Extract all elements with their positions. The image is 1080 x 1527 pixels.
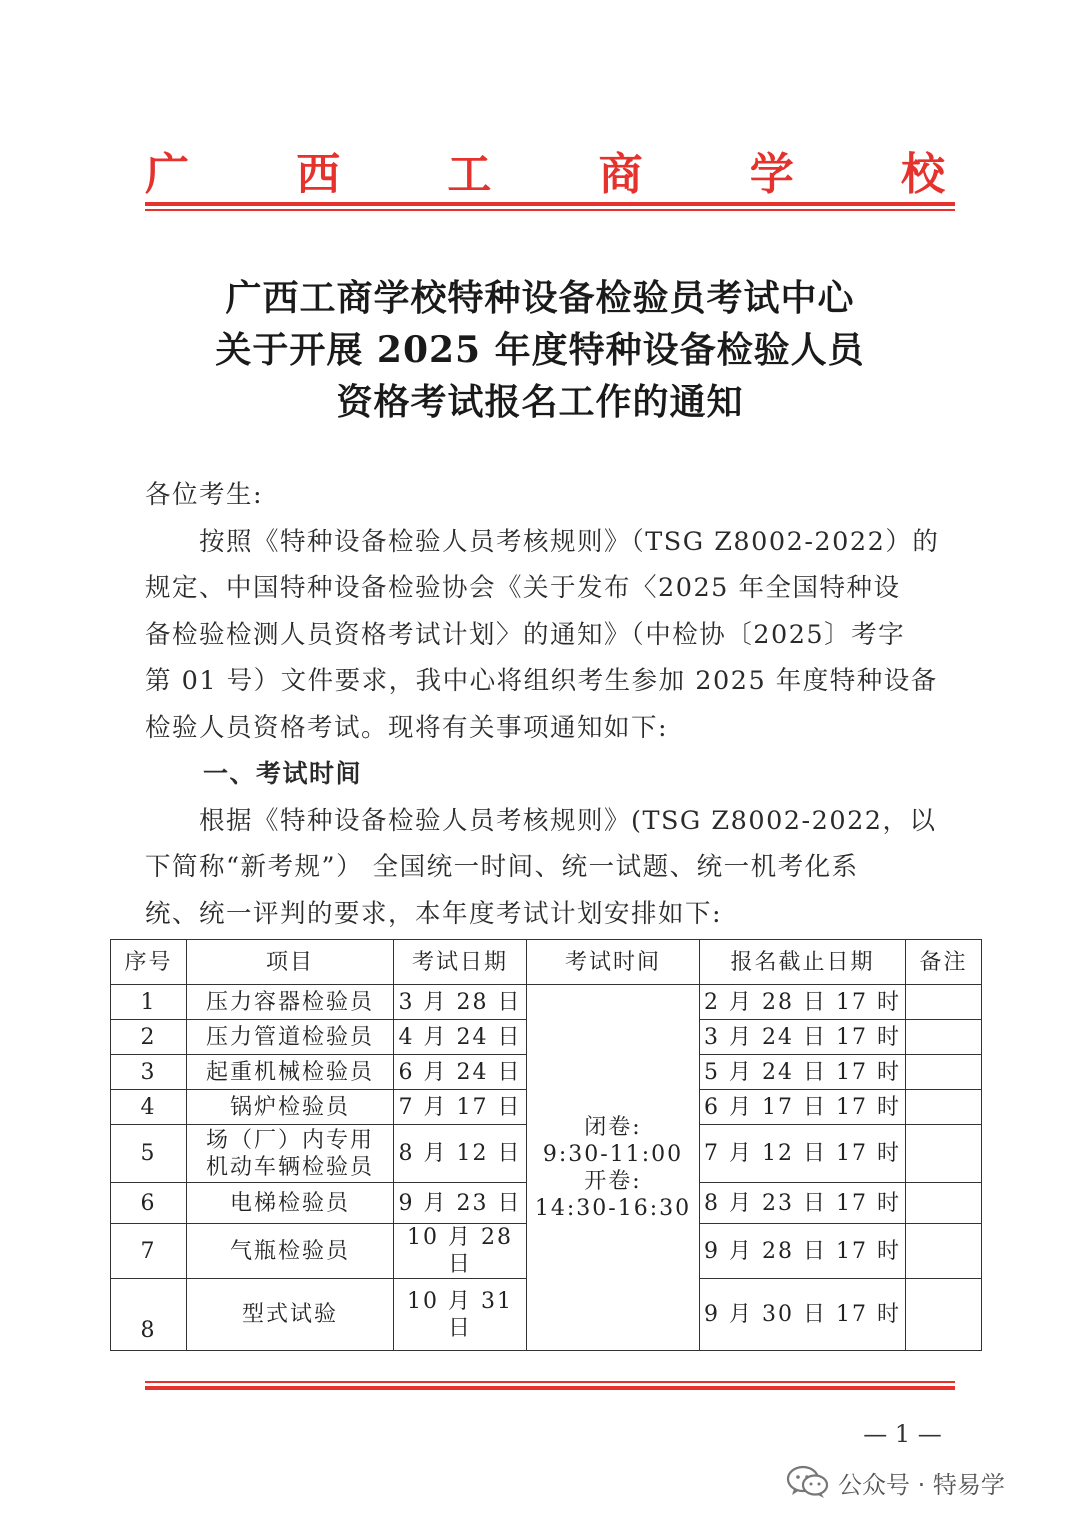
document-title xyxy=(100,272,980,428)
cell-date: 6 月 24 日 xyxy=(394,1055,527,1090)
cell-remark xyxy=(906,1055,982,1090)
cell-seq: 6 xyxy=(111,1183,187,1224)
cell-seq: 2 xyxy=(111,1020,187,1055)
paragraph-line: 第 01 号）文件要求，我中心将组织考生参加 2025 年度特种设备 xyxy=(145,666,938,696)
cell-date: 8 月 12 日 xyxy=(394,1125,527,1183)
header-red-rule-thin xyxy=(145,209,955,211)
letterhead-char: 西 xyxy=(296,149,341,200)
letterhead-char: 学 xyxy=(749,149,794,200)
watermark-text: 公众号 · 特易学 xyxy=(838,1470,1005,1499)
header-time: 考试时间 xyxy=(527,940,700,985)
header-seq: 序号 xyxy=(111,940,187,985)
cell-item: 压力管道检验员 xyxy=(187,1020,394,1055)
cell-remark xyxy=(906,1224,982,1279)
cell-item-line: 场（厂）内专用 xyxy=(205,1127,374,1153)
cell-deadline: 5 月 24 日 17 时 xyxy=(700,1055,906,1090)
cell-deadline: 9 月 30 日 17 时 xyxy=(700,1279,906,1351)
table-header-row xyxy=(111,940,982,985)
cell-date: 4 月 24 日 xyxy=(394,1020,527,1055)
cell-seq: 1 xyxy=(111,985,187,1020)
open-book-label: 开卷: xyxy=(584,1168,642,1194)
cell-deadline: 2 月 28 日 17 时 xyxy=(700,985,906,1020)
paragraph-line: 按照《特种设备检验人员考核规则》（TSG Z8002-2022）的 xyxy=(145,526,940,557)
header-red-rule xyxy=(145,202,955,206)
paragraph-line: 检验人员资格考试。现将有关事项通知如下: xyxy=(145,712,669,743)
wechat-icon xyxy=(786,1465,830,1499)
cell-remark xyxy=(906,1090,982,1125)
cell-date: 9 月 23 日 xyxy=(394,1183,527,1224)
title-line: 资格考试报名工作的通知 xyxy=(336,381,744,423)
cell-item-line: 机动车辆检验员 xyxy=(205,1154,374,1180)
cell-deadline: 8 月 23 日 17 时 xyxy=(700,1183,906,1224)
cell-seq: 4 xyxy=(111,1090,187,1125)
cell-remark xyxy=(906,1125,982,1183)
cell-date: 10 月 31 日 xyxy=(394,1279,527,1351)
paragraph-line: 下简称“新考规”） 全国统一时间、统一试题、统一机考化系 xyxy=(145,852,859,882)
cell-date: 3 月 28 日 xyxy=(394,985,527,1020)
cell-seq: 3 xyxy=(111,1055,187,1090)
cell-item: 气瓶检验员 xyxy=(187,1224,394,1279)
cell-seq: 8 xyxy=(111,1279,187,1351)
cell-item: 电梯检验员 xyxy=(187,1183,394,1224)
footer-red-rule xyxy=(145,1386,955,1390)
cell-item: 压力容器检验员 xyxy=(187,985,394,1020)
paragraph-line: 根据《特种设备检验人员考核规则》(TSG Z8002-2022，以 xyxy=(145,805,937,836)
header-remark: 备注 xyxy=(906,940,982,985)
closed-book-time: 9:30-11:00 xyxy=(542,1141,684,1167)
cell-item xyxy=(187,1125,394,1183)
closed-book-label: 闭卷: xyxy=(584,1114,642,1140)
exam-schedule-table xyxy=(110,939,982,1351)
salutation: 各位考生: xyxy=(145,480,264,510)
open-book-time: 14:30-16:30 xyxy=(534,1195,692,1221)
letterhead-char: 校 xyxy=(900,149,945,200)
page-number: — 1 — xyxy=(863,1420,942,1448)
cell-remark xyxy=(906,1183,982,1224)
header-date: 考试日期 xyxy=(394,940,527,985)
table-row xyxy=(111,985,982,1020)
cell-date: 7 月 17 日 xyxy=(394,1090,527,1125)
cell-seq: 7 xyxy=(111,1224,187,1279)
cell-remark xyxy=(906,1279,982,1351)
letterhead-char: 商 xyxy=(598,149,643,200)
cell-exam-time xyxy=(527,985,700,1351)
paragraph-line: 备检验检测人员资格考试计划〉的通知》（中检协〔2025〕考字 xyxy=(145,619,906,650)
cell-deadline: 6 月 17 日 17 时 xyxy=(700,1090,906,1125)
cell-seq: 5 xyxy=(111,1125,187,1183)
cell-item: 锅炉检验员 xyxy=(187,1090,394,1125)
letterhead-char: 广 xyxy=(145,149,189,200)
cell-item: 型式试验 xyxy=(187,1279,394,1351)
header-deadline: 报名截止日期 xyxy=(700,940,906,985)
footer-red-rule-thin xyxy=(145,1381,955,1383)
cell-date: 10 月 28 日 xyxy=(394,1224,527,1279)
cell-deadline: 7 月 12 日 17 时 xyxy=(700,1125,906,1183)
document-body xyxy=(145,472,950,937)
cell-remark xyxy=(906,985,982,1020)
wechat-watermark xyxy=(786,1462,1005,1502)
cell-item: 起重机械检验员 xyxy=(187,1055,394,1090)
letterhead-char: 工 xyxy=(447,149,492,200)
paragraph-line: 规定、中国特种设备检验协会《关于发布〈2025 年全国特种设 xyxy=(145,573,901,603)
cell-deadline: 9 月 28 日 17 时 xyxy=(700,1224,906,1279)
title-line: 关于开展 2025 年度特种设备检验人员 xyxy=(215,329,865,371)
letterhead-title xyxy=(145,140,945,200)
header-item: 项目 xyxy=(187,940,394,985)
paragraph-line: 统、统一评判的要求，本年度考试计划安排如下: xyxy=(145,898,723,929)
cell-remark xyxy=(906,1020,982,1055)
cell-deadline: 3 月 24 日 17 时 xyxy=(700,1020,906,1055)
title-line: 广西工商学校特种设备检验员考试中心 xyxy=(225,277,855,319)
section-heading: 一、考试时间 xyxy=(203,759,363,788)
